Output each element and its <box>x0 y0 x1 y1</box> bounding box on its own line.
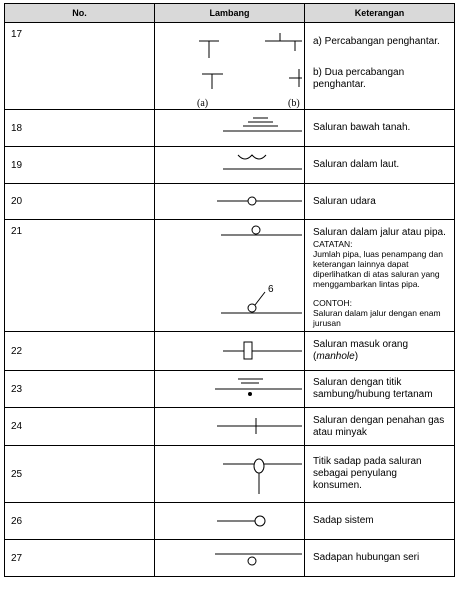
header-no: No. <box>5 4 155 23</box>
header-lambang: Lambang <box>155 4 305 23</box>
symbol-cell <box>155 408 305 446</box>
manhole-symbol <box>155 332 302 370</box>
description-cell <box>305 23 455 110</box>
table-row <box>5 371 455 408</box>
system-tap-symbol <box>155 503 302 539</box>
label-b: (b) <box>288 98 300 109</box>
row-number: 27 <box>5 540 155 577</box>
symbol-cell <box>155 371 305 408</box>
row-number: 20 <box>5 184 155 220</box>
row-number: 26 <box>5 503 155 540</box>
underground-line-symbol <box>155 110 302 146</box>
gas-stop-symbol <box>155 408 302 445</box>
table-row <box>5 184 455 220</box>
table-row <box>5 540 455 577</box>
symbol-cell <box>155 332 305 371</box>
description: Saluran dengan titik sambung/hubung tertanam <box>305 371 455 408</box>
note-text: Jumlah pipa, luas penampang dan keterangan lainnya dapat diperlihatkan di atas saluran yang menggambarkan lintas pipa. <box>313 249 443 289</box>
symbol-table <box>4 3 455 577</box>
row-number: 21 <box>5 220 155 332</box>
tap-point-symbol <box>155 446 302 502</box>
symbol-cell <box>155 446 305 503</box>
header-keterangan: Keterangan <box>305 4 455 23</box>
description: Saluran dalam jalur atau pipa. <box>313 227 446 238</box>
branch-symbols <box>155 23 302 109</box>
row-number: 19 <box>5 147 155 184</box>
description: Saluran dalam laut. <box>305 147 455 184</box>
catatan-label: CATATAN: <box>313 239 353 249</box>
table-row <box>5 503 455 540</box>
row-number: 23 <box>5 371 155 408</box>
contoh-label: CONTOH: <box>313 298 353 308</box>
duct-line-symbol <box>155 220 302 331</box>
symbol-cell <box>155 540 305 577</box>
desc-a: a) Percabangan penghantar. <box>313 36 440 47</box>
description: Saluran udara <box>305 184 455 220</box>
submarine-line-symbol <box>155 147 302 183</box>
symbol-cell <box>155 503 305 540</box>
row-number: 25 <box>5 446 155 503</box>
table-row <box>5 110 455 147</box>
overhead-line-symbol <box>155 184 302 219</box>
table-row <box>5 23 455 110</box>
symbol-cell <box>155 23 305 110</box>
description: Saluran dengan penahan gas atau minyak <box>305 408 455 446</box>
table-row <box>5 147 455 184</box>
symbol-number: 6 <box>268 284 274 295</box>
symbol-cell <box>155 184 305 220</box>
symbol-cell <box>155 147 305 184</box>
description: Sadapan hubungan seri <box>305 540 455 577</box>
row-number: 22 <box>5 332 155 371</box>
description: Saluran masuk orang (manhole) <box>305 332 455 371</box>
desc-b: b) Dua percabangan penghantar. <box>313 67 405 90</box>
label-a: (a) <box>197 98 209 109</box>
buried-joint-symbol <box>155 371 302 407</box>
example-text: Saluran dalam jalur dengan enam jurusan <box>313 308 441 328</box>
description-cell <box>305 220 455 332</box>
symbol-cell <box>155 110 305 147</box>
description: Saluran bawah tanah. <box>305 110 455 147</box>
header-row <box>5 4 455 23</box>
table-row <box>5 408 455 446</box>
table-row <box>5 220 455 332</box>
symbol-cell <box>155 220 305 332</box>
table-row <box>5 446 455 503</box>
description: Sadap sistem <box>305 503 455 540</box>
row-number: 17 <box>5 23 155 110</box>
row-number: 18 <box>5 110 155 147</box>
series-tap-symbol <box>155 540 302 576</box>
table-row <box>5 332 455 371</box>
description: Titik sadap pada saluran sebagai penyulang konsumen. <box>305 446 455 503</box>
row-number: 24 <box>5 408 155 446</box>
